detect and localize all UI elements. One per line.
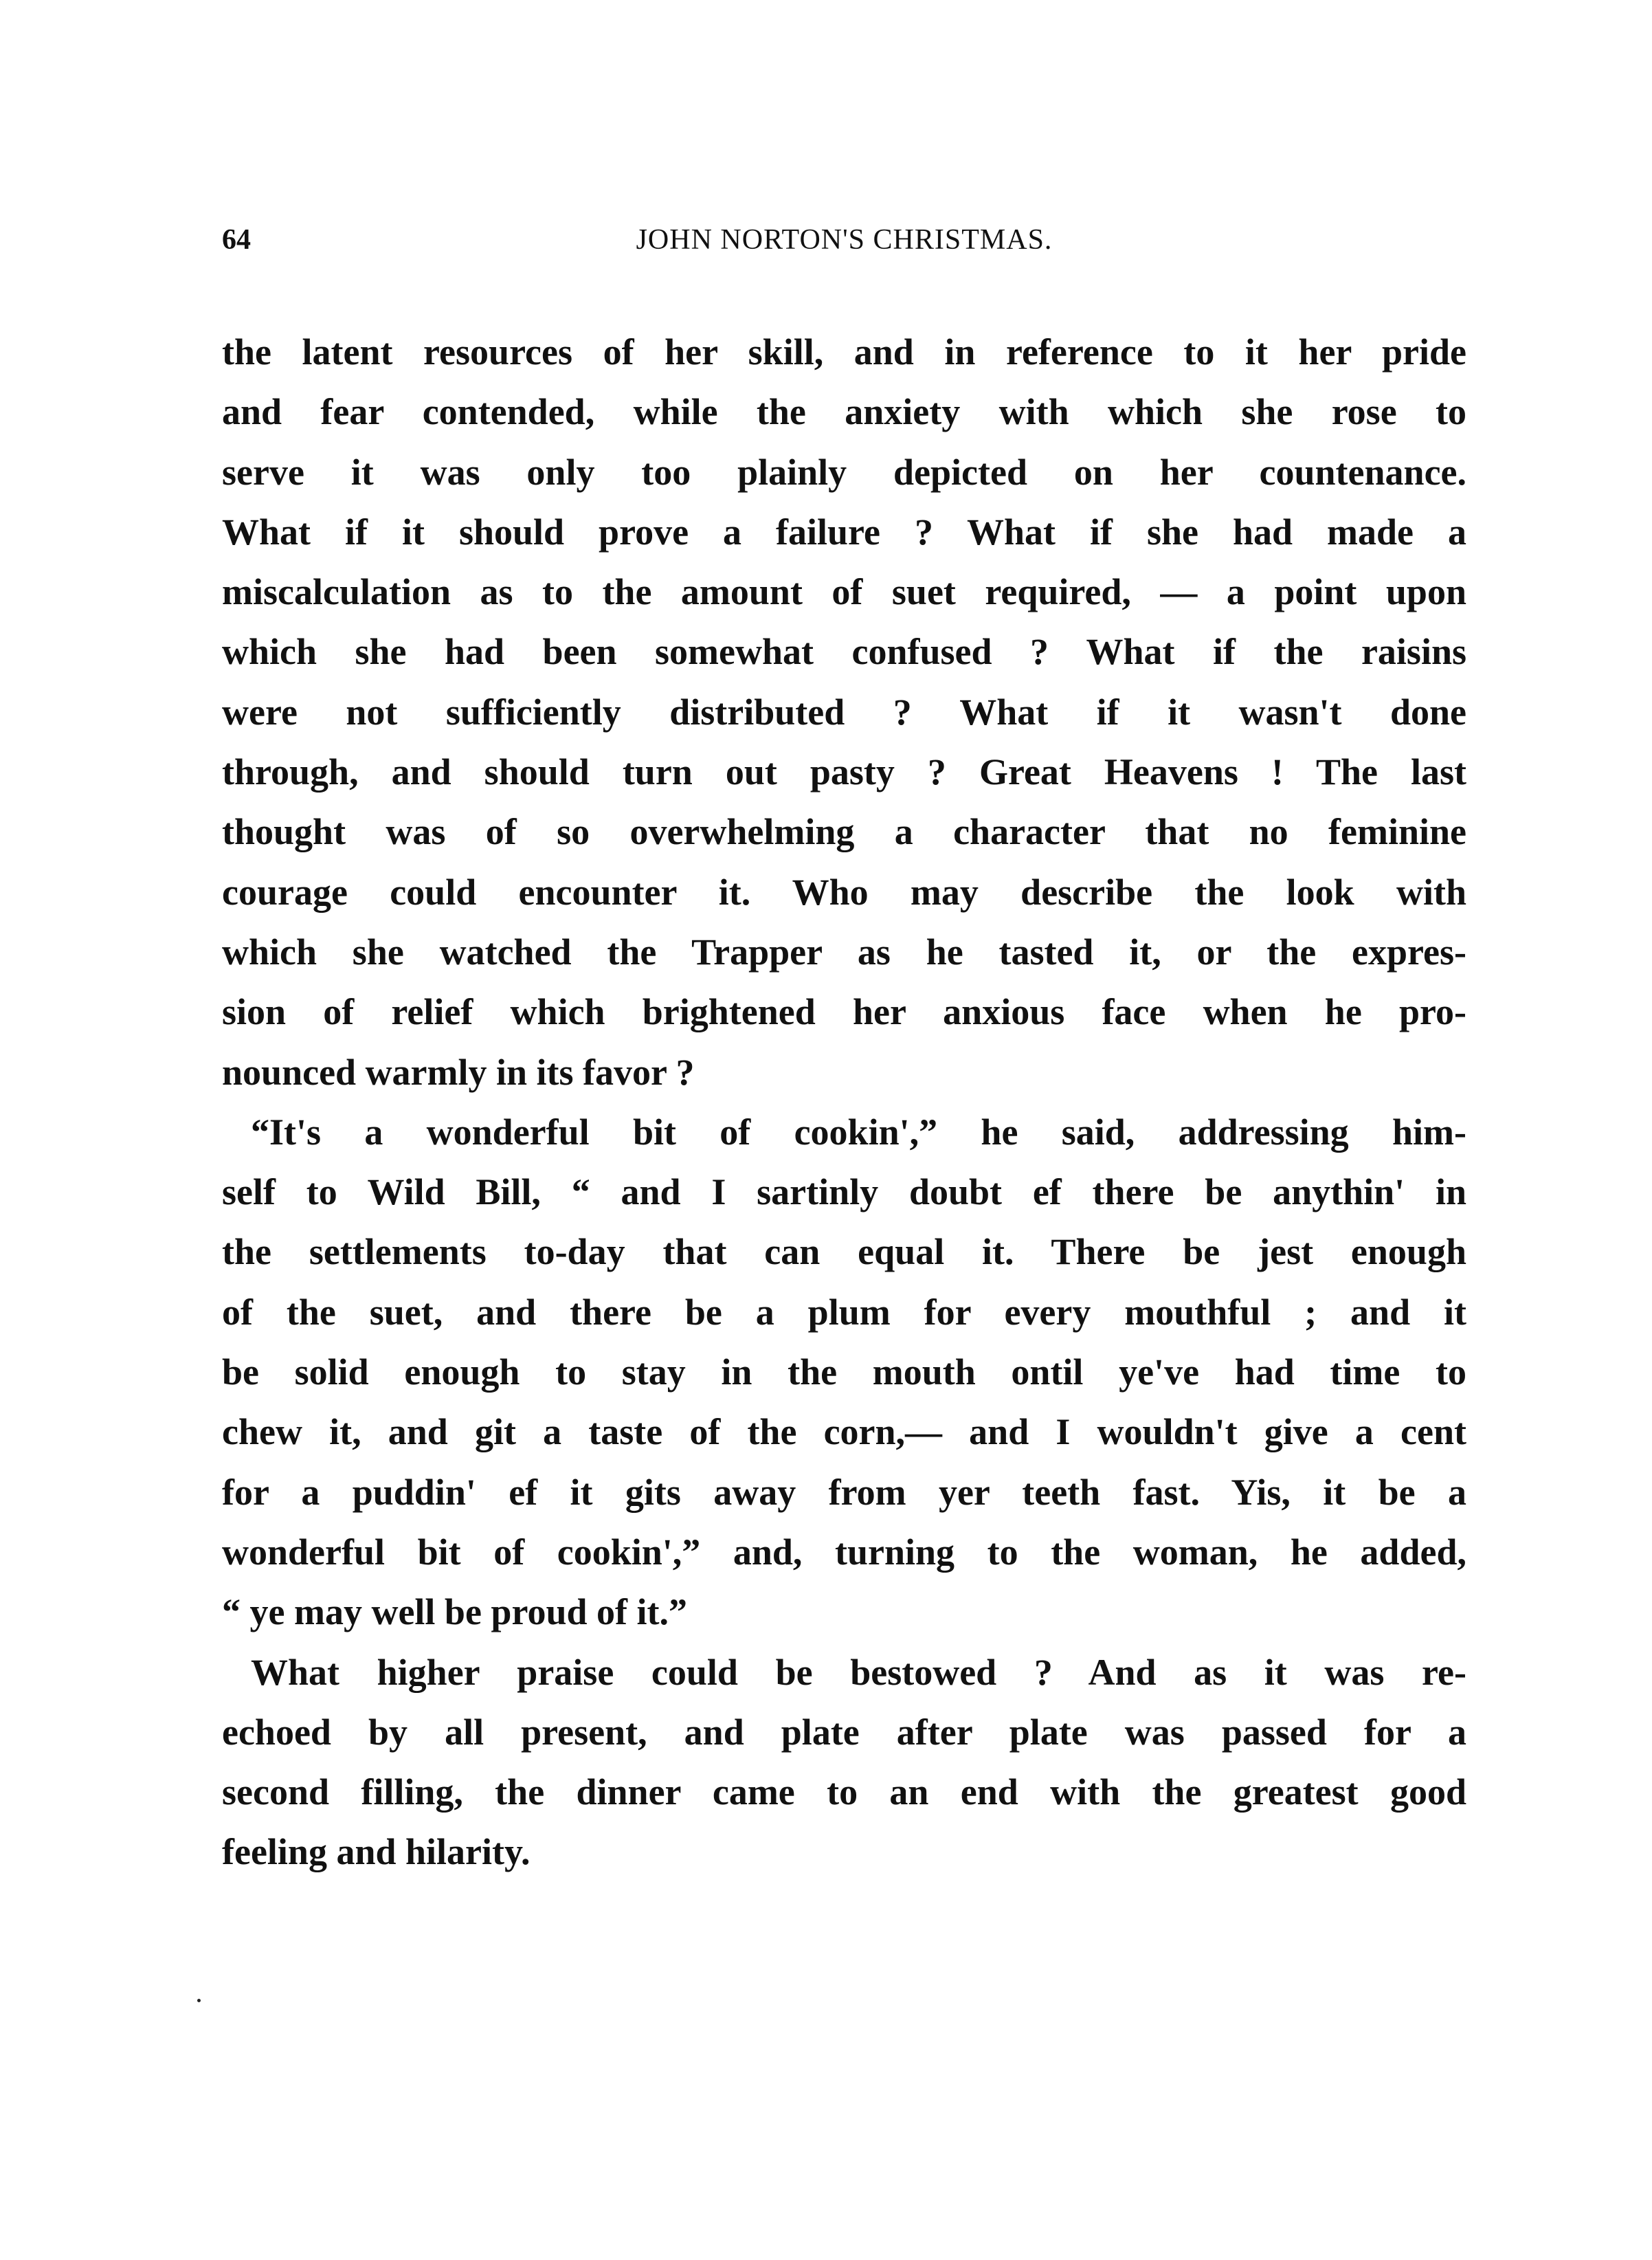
- text-line: wonderful bit of cookin',” and, turning to the woman, he added,: [222, 1531, 1466, 1573]
- running-header: [222, 219, 1466, 261]
- text-line: second filling, the dinner came to an end with the greatest good: [222, 1771, 1466, 1813]
- text-line: nounced warmly in its favor ?: [222, 1051, 695, 1093]
- text-line: courage could encounter it. Who may describe the look with: [222, 871, 1466, 913]
- text-line: What higher praise could be bestowed ? And as it was re-: [251, 1651, 1466, 1693]
- text-line: which she had been somewhat confused ? What if the raisins: [222, 631, 1466, 673]
- paragraph: [222, 1103, 1466, 1643]
- text-line: “ ye may well be proud of it.”: [222, 1591, 687, 1633]
- text-line: through, and should turn out pasty ? Great Heavens ! The last: [222, 751, 1466, 793]
- text-line: feeling and hilarity.: [222, 1831, 531, 1873]
- text-line: “It's a wonderful bit of cookin',” he said, addressing him-: [251, 1111, 1466, 1153]
- text-line: What if it should prove a failure ? What if she had made a: [222, 511, 1466, 553]
- paragraph: [222, 322, 1466, 1103]
- text-line: the settlements to-day that can equal it. There be jest enough: [222, 1231, 1466, 1273]
- text-line: were not sufficiently distributed ? What if it wasn't done: [222, 691, 1466, 733]
- text-line: the latent resources of her skill, and in reference to it her pride: [222, 331, 1466, 373]
- text-line: which she watched the Trapper as he tasted it, or the expres-: [222, 931, 1466, 973]
- text-line: chew it, and git a taste of the corn,— and I wouldn't give a cent: [222, 1411, 1466, 1453]
- page-body: [222, 322, 1466, 1883]
- text-line: for a puddin' ef it gits away from yer teeth fast. Yis, it be a: [222, 1471, 1466, 1513]
- running-title: JOHN NORTON'S CHRISTMAS.: [636, 224, 1053, 256]
- page-number: 64: [222, 224, 251, 256]
- text-line: and fear contended, while the anxiety with which she rose to: [222, 391, 1466, 433]
- text-line: thought was of so overwhelming a character that no feminine: [222, 811, 1466, 853]
- text-line: miscalculation as to the amount of suet required, — a point upon: [222, 571, 1466, 613]
- stray-mark: [197, 1999, 201, 2002]
- text-line: serve it was only too plainly depicted on her countenance.: [222, 451, 1466, 493]
- text-line: be solid enough to stay in the mouth ontil ye've had time to: [222, 1351, 1466, 1393]
- paragraph: [222, 1643, 1466, 1883]
- text-line: echoed by all present, and plate after plate was passed for a: [222, 1711, 1466, 1753]
- text-line: self to Wild Bill, “ and I sartinly doubt ef there be anythin' in: [222, 1171, 1466, 1213]
- text-line: sion of relief which brightened her anxious face when he pro-: [222, 991, 1466, 1033]
- text-line: of the suet, and there be a plum for every mouthful ; and it: [222, 1291, 1466, 1333]
